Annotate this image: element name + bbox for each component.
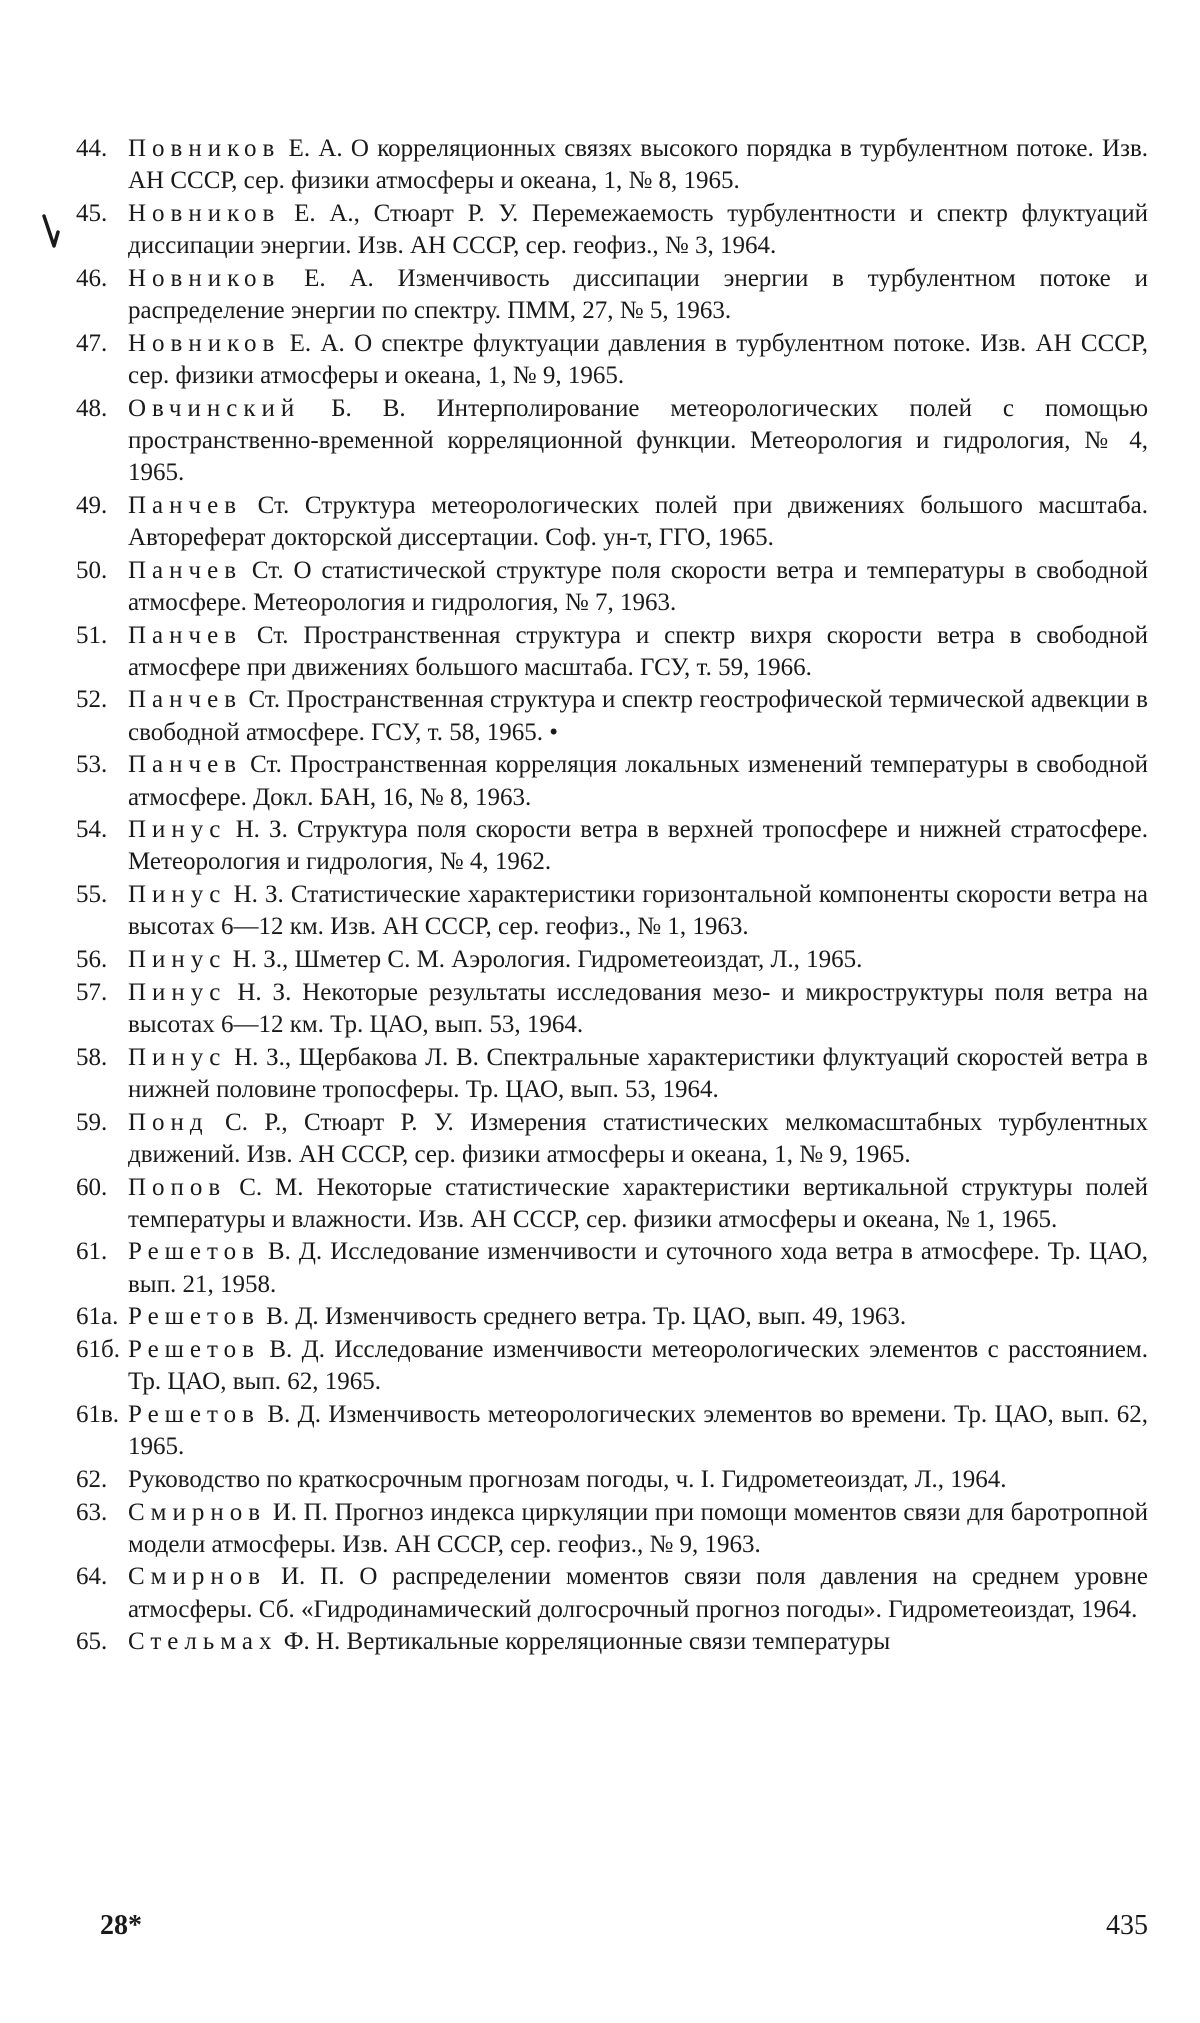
reference-entry — [76, 620, 1148, 684]
reference-text: Е. А. О корреляционных связях высокого порядка в турбулентном потоке. Изв. АН СССР, сер. физики атмосферы и океана, 1, № 8, 1965. — [128, 135, 1148, 195]
reference-entry — [76, 1464, 1148, 1496]
reference-number: 62. — [76, 1465, 108, 1493]
reference-entry — [76, 977, 1148, 1041]
reference-list — [76, 133, 1148, 1659]
reference-number: 61б. — [76, 1336, 120, 1364]
reference-text: В. Д. Исследование изменчивости и суточного хода ветра в атмосфере. Тр. ЦАО, вып. 21, 1958. — [128, 1238, 1148, 1298]
reference-author: Решетов — [128, 1238, 260, 1266]
reference-entry — [76, 133, 1148, 197]
reference-number: 60. — [76, 1173, 108, 1201]
reference-author: Смирнов — [128, 1563, 267, 1591]
reference-entry — [76, 555, 1148, 619]
reference-number: 44. — [76, 135, 108, 162]
reference-author: Решетов — [128, 1303, 260, 1331]
reference-author: Повников — [128, 135, 281, 162]
reference-text: Е. А., Стюарт Р. У. Перемежаемость турбулентности и спектр флуктуаций диссипации энергии. Изв. АН СССР, сер. геофиз., № 3, 1964. — [128, 199, 1148, 260]
page-number: 435 — [1106, 1910, 1148, 1941]
reference-entry — [76, 1301, 1148, 1333]
reference-author: Овчинский — [128, 394, 301, 422]
reference-number: 53. — [76, 751, 108, 779]
reference-author: Новников — [128, 329, 281, 357]
reference-entry — [76, 1236, 1148, 1300]
reference-text: Н. З., Шметер С. М. Аэрология. Гидрометеоиздат, Л., 1965. — [226, 946, 863, 974]
reference-text: Ст. Структура метеорологических полей при движениях большого масштаба. Автореферат докторской диссертации. Соф. ун-т, ГГО, 1965. — [128, 491, 1148, 551]
reference-number: 61. — [76, 1238, 108, 1266]
reference-author: Понд — [128, 1108, 209, 1136]
reference-author: Новников — [128, 199, 281, 227]
reference-number: 57. — [76, 978, 108, 1006]
reference-entry — [76, 1334, 1148, 1398]
reference-author: Новников — [128, 264, 281, 292]
reference-author: Решетов — [128, 1336, 260, 1364]
reference-entry — [76, 1561, 1148, 1625]
reference-entry — [76, 490, 1148, 554]
reference-author: Панчев — [128, 556, 243, 584]
reference-entry — [76, 263, 1148, 327]
reference-text: С. Р., Стюарт Р. У. Измерения статистических мелкомасштабных турбулентных движений. Изв. АН СССР, сер. физики атмосферы и океана, 1, № 9, 1965. — [128, 1108, 1148, 1168]
reference-author: Панчев — [128, 491, 243, 519]
reference-number: 59. — [76, 1108, 108, 1136]
reference-text: В. Д. Изменчивость среднего ветра. Тр. ЦАО, вып. 49, 1963. — [259, 1303, 907, 1331]
reference-entry — [76, 1107, 1148, 1171]
reference-entry — [76, 198, 1148, 262]
reference-text: И. П. Прогноз индекса циркуляции при помощи моментов связи для баротропной модели атмосферы. Изв. АН СССР, сер. геофиз., № 9, 1963. — [128, 1498, 1148, 1558]
reference-number: 48. — [76, 394, 108, 422]
reference-text: В. Д. Изменчивость метеорологических элементов во времени. Тр. ЦАО, вып. 62, 1965. — [128, 1400, 1148, 1461]
reference-entry — [76, 1172, 1148, 1236]
reference-author: Стельмах — [128, 1628, 278, 1656]
reference-entry — [76, 1497, 1148, 1561]
reference-author: Пинус — [128, 946, 227, 974]
reference-author: Пинус — [128, 816, 227, 844]
reference-text: Н. З., Щербакова Л. В. Спектральные характеристики флуктуаций скоростей ветра в нижней половине тропосферы. Тр. ЦАО, вып. 53, 1964. — [128, 1043, 1148, 1103]
reference-text: Ст. Пространственная структура и спектр вихря скорости ветра в свободной атмосфере при движениях большого масштаба. ГСУ, т. 59, 1966. — [128, 621, 1148, 681]
reference-text: Ст. Пространственная корреляция локальных изменений температуры в свободной атмосфере. Докл. БАН, 16, № 8, 1963. — [128, 751, 1148, 811]
reference-author: Пинус — [128, 978, 227, 1006]
reference-number: 63. — [76, 1498, 108, 1526]
reference-text: Н. З. Некоторые результаты исследования мезо- и микроструктуры поля ветра на высотах 6—12 км. Тр. ЦАО, вып. 53, 1964. — [128, 978, 1148, 1038]
reference-text: Ст. Пространственная структура и спектр геострофической термической адвекции в свободной атмосфере. ГСУ, т. 58, 1965. • — [128, 686, 1148, 746]
reference-entry — [76, 328, 1148, 392]
reference-author: Панчев — [128, 751, 243, 779]
reference-entry — [76, 393, 1148, 490]
reference-number: 51. — [76, 621, 108, 649]
reference-text: Б. В. Интерполирование метеорологических полей с помощью пространственно-временной корреляционной функции. Метеорология и гидрология, № 4, 1965. — [128, 394, 1148, 487]
handwritten-check-mark — [40, 212, 80, 252]
reference-number: 45. — [76, 199, 108, 227]
reference-text: Руководство по краткосрочным прогнозам погоды, ч. I. Гидрометеоиздат, Л., 1964. — [128, 1465, 1007, 1493]
reference-number: 58. — [76, 1043, 108, 1071]
reference-author: Панчев — [128, 686, 243, 714]
reference-author: Смирнов — [128, 1498, 267, 1526]
reference-entry — [76, 1042, 1148, 1106]
reference-author: Решетов — [128, 1400, 260, 1428]
reference-entry — [76, 879, 1148, 943]
reference-text: И. П. О распределении моментов связи поля давления на среднем уровне атмосферы. Сб. «Гидродинамический долгосрочный прогноз погоды». Гидрометеоиздат, 1964. — [128, 1563, 1148, 1623]
reference-text: С. М. Некоторые статистические характеристики вертикальной структуры полей температуры и влажности. Изв. АН СССР, сер. физики атмосферы и океана, № 1, 1965. — [128, 1173, 1148, 1233]
reference-text: Ф. Н. Вертикальные корреляционные связи температуры — [277, 1628, 891, 1656]
reference-number: 64. — [76, 1563, 108, 1591]
reference-entry — [76, 814, 1148, 878]
reference-entry — [76, 684, 1148, 748]
reference-entry — [76, 944, 1148, 976]
reference-author: Пинус — [128, 1043, 227, 1071]
reference-text: Е. А. О спектре флуктуации давления в турбулентном потоке. Изв. АН СССР, сер. физики атмосферы и океана, 1, № 9, 1965. — [128, 329, 1148, 389]
reference-number: 49. — [76, 491, 108, 519]
signature-mark: 28* — [100, 1910, 142, 1941]
reference-number: 61а. — [76, 1303, 119, 1331]
reference-entry — [76, 1399, 1148, 1463]
reference-text: Н. З. Структура поля скорости ветра в верхней тропосфере и нижней стратосфере. Метеорология и гидрология, № 4, 1962. — [128, 816, 1148, 876]
reference-author: Пинус — [128, 881, 227, 909]
reference-number: 46. — [76, 264, 108, 292]
reference-number: 56. — [76, 946, 108, 974]
reference-number: 55. — [76, 881, 108, 909]
reference-entry — [76, 1626, 1148, 1658]
reference-text: В. Д. Исследование изменчивости метеорологических элементов с расстоянием. Тр. ЦАО, вып. 62, 1965. — [128, 1336, 1148, 1396]
reference-author: Попов — [128, 1173, 227, 1201]
reference-number: 65. — [76, 1628, 108, 1656]
reference-entry — [76, 749, 1148, 813]
reference-number: 52. — [76, 686, 108, 714]
reference-author: Панчев — [128, 621, 243, 649]
reference-number: 54. — [76, 816, 108, 844]
reference-text: Е. А. Изменчивость диссипации энергии в турбулентном потоке и распределение энергии по спектру. ПММ, 27, № 5, 1963. — [128, 264, 1148, 325]
reference-number: 50. — [76, 556, 108, 584]
reference-text: Н. З. Статистические характеристики горизонтальной компоненты скорости ветра на высотах 6—12 км. Изв. АН СССР, сер. геофиз., № 1, 1963. — [128, 881, 1148, 941]
reference-text: Ст. О статистической структуре поля скорости ветра и температуры в свободной атмосфере. Метеорология и гидрология, № 7, 1963. — [128, 556, 1148, 616]
reference-number: 47. — [76, 329, 108, 357]
reference-number: 61в. — [76, 1400, 120, 1428]
